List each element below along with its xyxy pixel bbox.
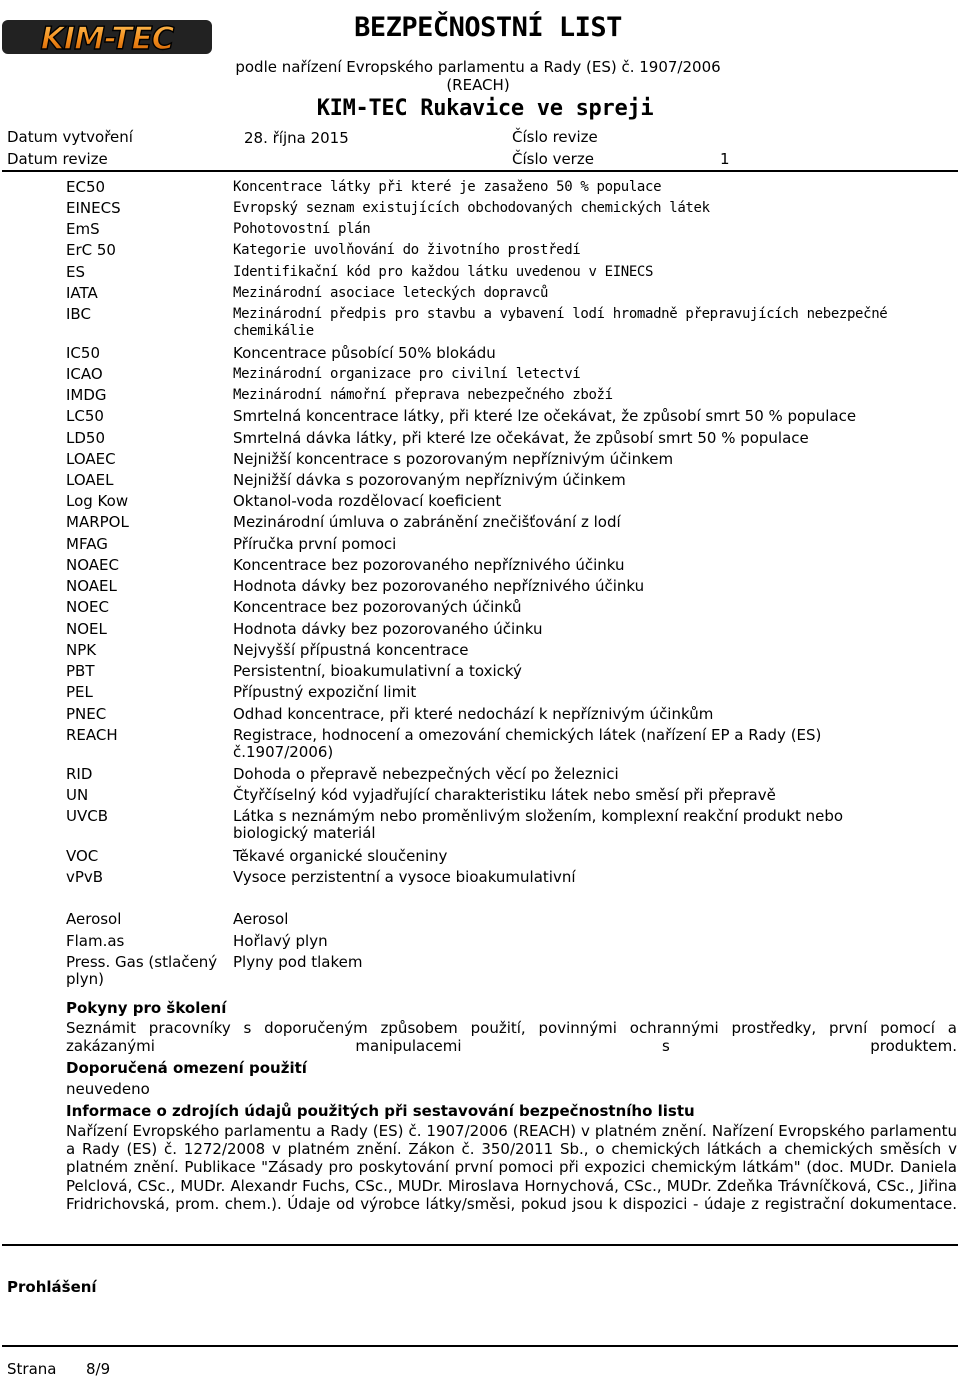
hazard-class-description: Plyny pod tlakem <box>233 953 363 971</box>
abbreviation: EINECS <box>66 199 121 217</box>
abbreviation-description: Mezinárodní předpis pro stavbu a vybavení lodí hromadně přepravujících nebezpečné chemikálie <box>233 306 888 339</box>
restrictions-title: Doporučená omezení použití <box>66 1059 307 1077</box>
abbreviation-description: Registrace, hodnocení a omezování chemických látek (nařízení EP a Rady (ES) č.1907/2006) <box>233 726 822 761</box>
abbreviation: LC50 <box>66 407 104 425</box>
abbreviation-description: Dohoda o přepravě nebezpečných věcí po železnici <box>233 765 619 783</box>
abbreviation: NOAEC <box>66 556 119 574</box>
abbreviation: PNEC <box>66 705 107 723</box>
footer-divider <box>2 1345 958 1347</box>
abbreviation-description: Persistentní, bioakumulativní a toxický <box>233 662 522 680</box>
product-name: KIM-TEC Rukavice ve spreji <box>316 96 654 121</box>
abbreviation: EmS <box>66 220 100 238</box>
abbreviation-description: Příručka první pomoci <box>233 535 397 553</box>
abbreviation: RID <box>66 765 93 783</box>
abbreviation: NOAEL <box>66 577 117 595</box>
hazard-class-code: Press. Gas (stlačený plyn) <box>66 953 218 988</box>
abbreviation-description: Smrtelná koncentrace látky, při které lze očekávat, že způsobí smrt 50 % populace <box>233 407 857 425</box>
abbreviation-description: Identifikační kód pro každou látku uvedenou v EINECS <box>233 264 654 280</box>
revision-number-label: Číslo revize <box>512 128 598 146</box>
abbreviation-description: Hodnota dávky bez pozorovaného účinku <box>233 620 543 638</box>
abbreviation: IATA <box>66 284 98 302</box>
abbreviation-description: Přípustný expoziční limit <box>233 683 417 701</box>
abbreviation-description: Látka s neznámým nebo proměnlivým složením, komplexní reakční produkt nebo biologický materiál <box>233 807 844 842</box>
abbreviation: IMDG <box>66 386 107 404</box>
abbreviation: IC50 <box>66 344 100 362</box>
abbreviation: vPvB <box>66 868 104 886</box>
regulation-reference: podle nařízení Evropského parlamentu a Rady (ES) č. 1907/2006 (REACH) <box>235 58 721 94</box>
abbreviation: EC50 <box>66 178 106 196</box>
declaration-title: Prohlášení <box>7 1278 97 1296</box>
abbreviation-description: Mezinárodní organizace pro civilní letectví <box>233 366 581 382</box>
abbreviation: REACH <box>66 726 118 744</box>
abbreviation-description: Odhad koncentrace, při které nedochází k nepříznivým účinkům <box>233 705 714 723</box>
revision-date-label: Datum revize <box>7 150 108 168</box>
training-title: Pokyny pro školení <box>66 999 227 1017</box>
hazard-class-description: Hořlavý plyn <box>233 932 328 950</box>
page-label: Strana <box>7 1360 57 1378</box>
restrictions-text: neuvedeno <box>66 1080 150 1098</box>
page-number: 8/9 <box>86 1360 111 1378</box>
abbreviation: MFAG <box>66 535 108 553</box>
abbreviation-description: Koncentrace působící 50% blokádu <box>233 344 496 362</box>
version-value: 1 <box>720 150 730 168</box>
abbreviation-description: Hodnota dávky bez pozorovaného nepříznivého účinku <box>233 577 645 595</box>
abbreviation-description: Pohotovostní plán <box>233 221 371 237</box>
abbreviation: LD50 <box>66 429 105 447</box>
hazard-class-description: Aerosol <box>233 910 289 928</box>
abbreviation-description: Smrtelná dávka látky, při které lze očekávat, že způsobí smrt 50 % populace <box>233 429 809 447</box>
created-value: 28. října 2015 <box>244 129 349 147</box>
abbreviation-description: Mezinárodní námořní přeprava nebezpečného zboží <box>233 387 613 403</box>
section-divider <box>2 1244 958 1246</box>
abbreviation: ICAO <box>66 365 103 383</box>
version-label: Číslo verze <box>512 150 594 168</box>
abbreviation-description: Mezinárodní asociace leteckých dopravců <box>233 285 549 301</box>
abbreviation-description: Kategorie uvolňování do životního prostředí <box>233 242 581 258</box>
logo-text: KIM-TEC <box>40 21 174 57</box>
document-title: BEZPEČNOSTNÍ LIST <box>354 12 622 43</box>
abbreviation-description: Mezinárodní úmluva o zabránění znečišťování z lodí <box>233 513 621 531</box>
abbreviation-description: Vysoce perzistentní a vysoce bioakumulativní <box>233 868 576 886</box>
abbreviation-description: Koncentrace látky při které je zasaženo 50 % populace <box>233 179 662 195</box>
abbreviation: UN <box>66 786 89 804</box>
kim-tec-logo <box>2 14 212 60</box>
abbreviation: MARPOL <box>66 513 129 531</box>
abbreviation: NOEL <box>66 620 107 638</box>
abbreviation-description: Nejvyšší přípustná koncentrace <box>233 641 469 659</box>
sources-title: Informace o zdrojích údajů použitých při sestavování bezpečnostního listu <box>66 1102 695 1120</box>
abbreviation: VOC <box>66 847 99 865</box>
abbreviation-description: Evropský seznam existujících obchodovaných chemických látek <box>233 200 710 216</box>
abbreviation-description: Nejnižší dávka s pozorovaným nepříznivým účinkem <box>233 471 626 489</box>
abbreviation: PEL <box>66 683 93 701</box>
abbreviation: PBT <box>66 662 95 680</box>
abbreviation: ErC 50 <box>66 241 116 259</box>
abbreviation-description: Čtyřčíselný kód vyjadřující charakteristiku látek nebo směsí při přepravě <box>233 786 776 804</box>
abbreviation-description: Koncentrace bez pozorovaného nepříznivého účinku <box>233 556 625 574</box>
hazard-class-code: Aerosol <box>66 910 122 928</box>
header-divider <box>2 170 958 172</box>
abbreviation: IBC <box>66 305 91 323</box>
abbreviation: LOAEC <box>66 450 116 468</box>
abbreviation: LOAEL <box>66 471 114 489</box>
abbreviation-description: Koncentrace bez pozorovaných účinků <box>233 598 522 616</box>
abbreviation-description: Těkavé organické sloučeniny <box>233 847 448 865</box>
training-text: Seznámit pracovníky s doporučeným způsobem použití, povinnými ochrannými prostředky, první pomocí a zakázanými manipulacemi s produktem. <box>66 1019 957 1056</box>
hazard-class-code: Flam.as <box>66 932 125 950</box>
abbreviation: UVCB <box>66 807 109 825</box>
sources-text: Nařízení Evropského parlamentu a Rady (ES) č. 1907/2006 (REACH) v platném znění. Nařízení Evropského parlamentu a Rady (ES) č. 1272/2008 v platném znění. Zákon č. 350/2011 Sb., o chemických látkách a chemických směsích v platném znění. Publikace "Zásady pro poskytování první pomoci při expozici chemickým látkám" (doc. MUDr. Daniela Pelclová, CSc., MUDr. Alexandr Fuchs, CSc., MUDr. Miroslava Hornychová, CSc., MUDr. Zdeňka Trávníčková, CSc., Jiřina Fridrichovská, prom. chem.). Údaje od výrobce látky/směsi, pokud jsou k dispozici - údaje z registrační dokumentace. <box>66 1122 957 1213</box>
created-label: Datum vytvoření <box>7 128 133 146</box>
abbreviation: NPK <box>66 641 97 659</box>
abbreviation-description: Oktanol-voda rozdělovací koeficient <box>233 492 502 510</box>
abbreviation-description: Nejnižší koncentrace s pozorovaným nepříznivým účinkem <box>233 450 674 468</box>
abbreviation: ES <box>66 263 85 281</box>
abbreviation: NOEC <box>66 598 109 616</box>
abbreviation: Log Kow <box>66 492 129 510</box>
